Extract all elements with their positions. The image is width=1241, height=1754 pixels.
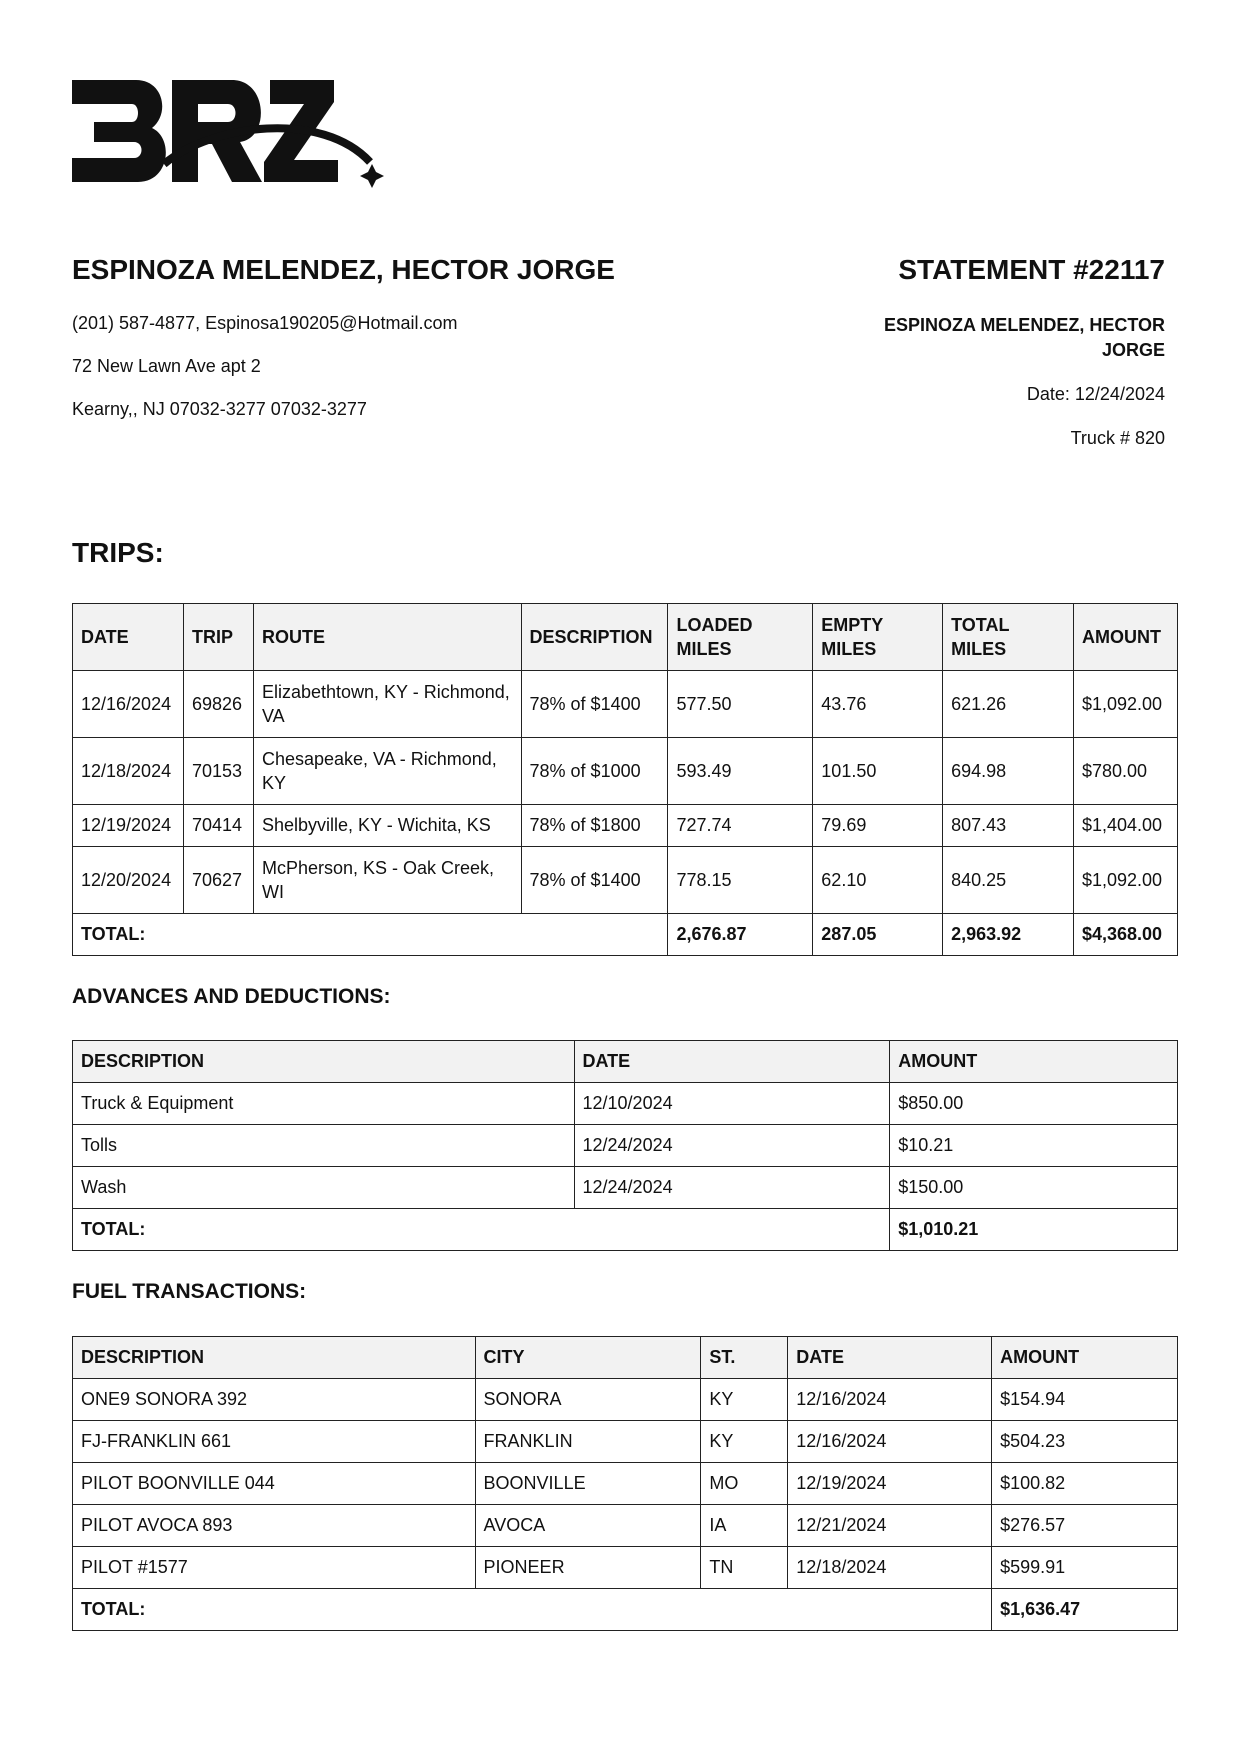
column-header: AMOUNT bbox=[992, 1337, 1178, 1379]
table-cell: 840.25 bbox=[943, 847, 1074, 914]
column-header: DESCRIPTION bbox=[73, 1337, 476, 1379]
total-miles: 2,963.92 bbox=[943, 914, 1074, 956]
table-cell: 12/24/2024 bbox=[574, 1167, 890, 1209]
table-cell: FJ-FRANKLIN 661 bbox=[73, 1421, 476, 1463]
table-cell: PILOT #1577 bbox=[73, 1547, 476, 1589]
table-row bbox=[73, 1547, 1178, 1589]
fuel-title: FUEL TRANSACTIONS: bbox=[72, 1280, 307, 1303]
table-cell: PIONEER bbox=[475, 1547, 701, 1589]
table-cell: 807.43 bbox=[943, 805, 1074, 847]
table-cell: 70627 bbox=[183, 847, 253, 914]
table-row bbox=[73, 847, 1178, 914]
table-cell: 78% of $1400 bbox=[521, 671, 668, 738]
table-row bbox=[73, 1463, 1178, 1505]
table-cell: PILOT AVOCA 893 bbox=[73, 1505, 476, 1547]
table-cell: $10.21 bbox=[890, 1125, 1178, 1167]
table-cell: IA bbox=[701, 1505, 788, 1547]
total-label: TOTAL: bbox=[73, 1209, 890, 1251]
column-header: LOADED MILES bbox=[668, 604, 813, 671]
table-cell: 12/21/2024 bbox=[788, 1505, 992, 1547]
table-cell: $100.82 bbox=[992, 1463, 1178, 1505]
table-cell: 79.69 bbox=[813, 805, 943, 847]
table-cell: SONORA bbox=[475, 1379, 701, 1421]
total-row bbox=[73, 1589, 1178, 1631]
table-cell: 43.76 bbox=[813, 671, 943, 738]
statement-title: STATEMENT #22117 bbox=[898, 254, 1165, 285]
table-cell: 78% of $1400 bbox=[521, 847, 668, 914]
company-logo bbox=[72, 78, 392, 193]
table-cell: $1,092.00 bbox=[1073, 671, 1177, 738]
table-cell: $780.00 bbox=[1073, 738, 1177, 805]
table-cell: Chesapeake, VA - Richmond, KY bbox=[253, 738, 521, 805]
table-cell: KY bbox=[701, 1379, 788, 1421]
table-cell: BOONVILLE bbox=[475, 1463, 701, 1505]
total-loaded-miles: 2,676.87 bbox=[668, 914, 813, 956]
table-cell: 12/18/2024 bbox=[788, 1547, 992, 1589]
total-amount: $1,636.47 bbox=[992, 1589, 1178, 1631]
trips-title: TRIPS: bbox=[72, 537, 164, 568]
fuel-header-row bbox=[73, 1337, 1178, 1379]
column-header: DESCRIPTION bbox=[521, 604, 668, 671]
table-cell: 727.74 bbox=[668, 805, 813, 847]
column-header: DATE bbox=[788, 1337, 992, 1379]
column-header: ST. bbox=[701, 1337, 788, 1379]
driver-address-line1: 72 New Lawn Ave apt 2 bbox=[72, 356, 261, 376]
column-header: AMOUNT bbox=[1073, 604, 1177, 671]
table-cell: 12/19/2024 bbox=[788, 1463, 992, 1505]
table-cell: PILOT BOONVILLE 044 bbox=[73, 1463, 476, 1505]
table-cell: 78% of $1000 bbox=[521, 738, 668, 805]
table-cell: MO bbox=[701, 1463, 788, 1505]
deductions-table bbox=[72, 1040, 1178, 1251]
total-amount: $4,368.00 bbox=[1073, 914, 1177, 956]
table-cell: 101.50 bbox=[813, 738, 943, 805]
truck-number: Truck # 820 bbox=[1070, 428, 1165, 448]
table-cell: 593.49 bbox=[668, 738, 813, 805]
table-cell: Wash bbox=[73, 1167, 575, 1209]
column-header: DATE bbox=[73, 604, 184, 671]
total-empty-miles: 287.05 bbox=[813, 914, 943, 956]
table-cell: $850.00 bbox=[890, 1083, 1178, 1125]
driver-address-line2: Kearny,, NJ 07032-3277 07032-3277 bbox=[72, 399, 367, 419]
total-amount: $1,010.21 bbox=[890, 1209, 1178, 1251]
table-cell: 12/24/2024 bbox=[574, 1125, 890, 1167]
table-row bbox=[73, 738, 1178, 805]
table-cell: 70153 bbox=[183, 738, 253, 805]
table-row bbox=[73, 805, 1178, 847]
table-cell: 69826 bbox=[183, 671, 253, 738]
table-row bbox=[73, 1421, 1178, 1463]
table-cell: 694.98 bbox=[943, 738, 1074, 805]
table-cell: AVOCA bbox=[475, 1505, 701, 1547]
table-cell: Elizabethtown, KY - Richmond, VA bbox=[253, 671, 521, 738]
column-header: DESCRIPTION bbox=[73, 1041, 575, 1083]
table-cell: 778.15 bbox=[668, 847, 813, 914]
table-cell: Shelbyville, KY - Wichita, KS bbox=[253, 805, 521, 847]
table-cell: $599.91 bbox=[992, 1547, 1178, 1589]
statement-name: ESPINOZA MELENDEZ, HECTOR JORGE bbox=[883, 315, 1165, 360]
column-header: EMPTY MILES bbox=[813, 604, 943, 671]
table-cell: 12/16/2024 bbox=[788, 1379, 992, 1421]
trips-table bbox=[72, 603, 1178, 956]
table-cell: 577.50 bbox=[668, 671, 813, 738]
table-cell: KY bbox=[701, 1421, 788, 1463]
table-cell: $154.94 bbox=[992, 1379, 1178, 1421]
total-row bbox=[73, 914, 1178, 956]
table-cell: 12/20/2024 bbox=[73, 847, 184, 914]
column-header: TOTAL MILES bbox=[943, 604, 1074, 671]
table-row bbox=[73, 1379, 1178, 1421]
fuel-table bbox=[72, 1336, 1178, 1631]
driver-name: ESPINOZA MELENDEZ, HECTOR JORGE bbox=[72, 254, 615, 285]
table-cell: 12/18/2024 bbox=[73, 738, 184, 805]
table-row bbox=[73, 1167, 1178, 1209]
table-cell: $1,092.00 bbox=[1073, 847, 1177, 914]
table-cell: 621.26 bbox=[943, 671, 1074, 738]
deductions-title: ADVANCES AND DEDUCTIONS: bbox=[72, 985, 391, 1008]
table-cell: FRANKLIN bbox=[475, 1421, 701, 1463]
table-cell: 70414 bbox=[183, 805, 253, 847]
table-cell: Tolls bbox=[73, 1125, 575, 1167]
table-cell: McPherson, KS - Oak Creek, WI bbox=[253, 847, 521, 914]
table-cell: 62.10 bbox=[813, 847, 943, 914]
table-cell: 12/16/2024 bbox=[788, 1421, 992, 1463]
table-cell: TN bbox=[701, 1547, 788, 1589]
table-row bbox=[73, 1125, 1178, 1167]
column-header: ROUTE bbox=[253, 604, 521, 671]
table-cell: $1,404.00 bbox=[1073, 805, 1177, 847]
column-header: AMOUNT bbox=[890, 1041, 1178, 1083]
deductions-header-row bbox=[73, 1041, 1178, 1083]
table-cell: $276.57 bbox=[992, 1505, 1178, 1547]
total-row bbox=[73, 1209, 1178, 1251]
table-cell: $150.00 bbox=[890, 1167, 1178, 1209]
table-row bbox=[73, 671, 1178, 738]
column-header: TRIP bbox=[183, 604, 253, 671]
column-header: DATE bbox=[574, 1041, 890, 1083]
column-header: CITY bbox=[475, 1337, 701, 1379]
table-cell: $504.23 bbox=[992, 1421, 1178, 1463]
table-cell: 12/19/2024 bbox=[73, 805, 184, 847]
table-cell: Truck & Equipment bbox=[73, 1083, 575, 1125]
table-cell: ONE9 SONORA 392 bbox=[73, 1379, 476, 1421]
table-cell: 12/16/2024 bbox=[73, 671, 184, 738]
table-row bbox=[73, 1505, 1178, 1547]
table-cell: 78% of $1800 bbox=[521, 805, 668, 847]
table-row bbox=[73, 1083, 1178, 1125]
total-label: TOTAL: bbox=[73, 1589, 992, 1631]
table-cell: 12/10/2024 bbox=[574, 1083, 890, 1125]
statement-date: Date: 12/24/2024 bbox=[1026, 384, 1165, 404]
driver-contact: (201) 587-4877, Espinosa190205@Hotmail.com bbox=[72, 313, 458, 333]
total-label: TOTAL: bbox=[73, 914, 668, 956]
trips-header-row bbox=[73, 604, 1178, 671]
